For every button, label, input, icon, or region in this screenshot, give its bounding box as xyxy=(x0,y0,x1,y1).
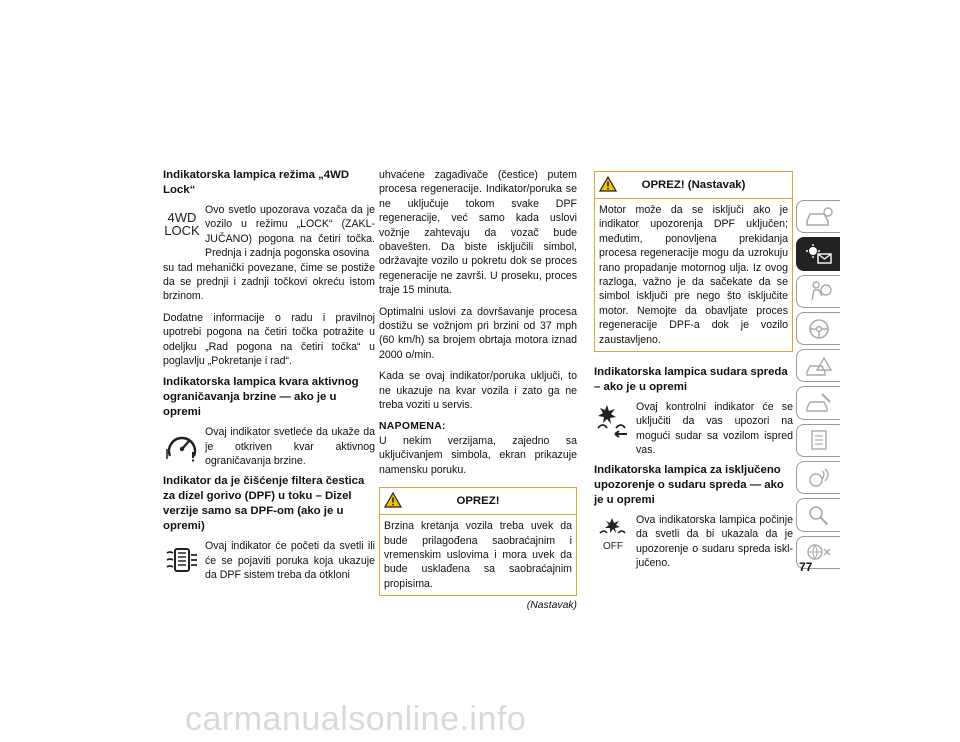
tab-index[interactable] xyxy=(796,498,840,531)
indicator-forward-collision-off xyxy=(594,513,793,571)
speed-limiter-text: Ovaj indikator svetleće da ukaže da je otkriven kvar aktivnog ograničavanja brzine. xyxy=(205,426,375,468)
forward-collision-text: Ovaj kontrolni indikator će se uključiti da vas upozori na mogući sudar sa vozilom ispred vas. xyxy=(636,401,793,457)
page-number: 77 xyxy=(799,560,813,574)
multimedia-icon xyxy=(804,467,834,489)
tab-multimedia[interactable] xyxy=(796,461,840,494)
note-body: U nekim verzijama, zajedno sa uključivanjem simbola, ekran prikazuje namensku poruku. xyxy=(379,434,577,476)
column-right xyxy=(594,168,793,575)
caution-header-continued xyxy=(595,172,792,199)
caution-title-continued: OPREZ! (Nastavak) xyxy=(641,179,746,191)
4wd-lock-icon xyxy=(163,205,201,243)
tab-driving[interactable] xyxy=(796,312,840,345)
note-heading: NAPOMENA: xyxy=(379,420,446,432)
dpf-regeneration-icon xyxy=(163,541,201,579)
heading-4wd-lock: Indikatorska lampica režima „4WD Lock“ xyxy=(163,169,350,196)
4wd-lock-text: Ovo svetlo upozorava vozača da je vozilo u režimu „LOCK“ (ZAKL-JUČANO) pogona na četiri točka. Prednja i zadnja pogonska osovina xyxy=(205,204,375,260)
car-info-icon xyxy=(804,206,834,228)
lock-label: LOCK xyxy=(164,223,200,238)
caution-header xyxy=(380,488,576,515)
warning-triangle-icon xyxy=(599,176,617,192)
warning-lights-message-icon xyxy=(804,243,834,265)
car-service-icon xyxy=(804,392,834,414)
indicator-dpf xyxy=(163,539,375,583)
column-left xyxy=(163,168,375,588)
heading-speed-limiter-fault: Indikatorska lampica kvara aktivnog ograničavanja brzine — ako je u opremi xyxy=(163,376,359,419)
maintenance-list-icon xyxy=(804,429,834,451)
caution-title: OPREZ! xyxy=(456,495,500,508)
heading-dpf-cleaning: Indikator da je čišćenje filtera čestica za dizel gorivo (DPF) u toku – Dizel verzije samo sa DPF-om (ako je u opremi) xyxy=(163,475,365,533)
tab-emergency[interactable] xyxy=(796,349,840,382)
column-middle xyxy=(379,168,577,614)
dpf-paragraph-3: Kada se ovaj indikator/poruka uključi, to ne ukazuje na kvar vozila i zato ga ne treba voziti u servis. xyxy=(379,370,577,412)
4wd-label: 4WD xyxy=(167,210,197,225)
steering-wheel-icon xyxy=(804,318,834,340)
airbag-safety-icon xyxy=(804,280,834,302)
dpf-text: Ovaj indikator će početi da svetli ili će se pojaviti poruka koja ukazuje da DPF sistem treba da otkloni xyxy=(205,540,375,582)
caution-body-continued: Motor može da se isključi ako je indikator upozorenja DPF uključen; međutim, ponovljena prekidanja procesa regeneracije mogu da uzrokuju rano propadanje motornog ulja. Iz ovog razloga, važno je da sačekate da se simbol isključi pre nego što isključite motor. Nemojte da obavljate proces regeneracije DPF-a dok je vozilo zaustavljeno. xyxy=(599,204,788,346)
tab-service[interactable] xyxy=(796,386,840,419)
dpf-paragraph-1: uhvaćene zagađivače (čestice) putem procesa regeneracije. Indikator/poruka se ne uključuje tokom svake DPF regeneracije, već samo kada uslovi vožnje zahtevaju da vozač bude obavešten. Da biste isključili simbol, održavajte vozilo u pokretu dok se proces regeneracije ne završi. U proseku, proces traje 15 minuta. xyxy=(379,169,577,297)
watermark: carmanualsonline.info xyxy=(185,700,527,738)
tab-car-info[interactable] xyxy=(796,200,840,233)
warning-triangle-icon xyxy=(384,492,402,508)
forward-collision-off-text: Ova indikatorska lampica počinje da svetli da bi ukazala da je upozorenje o sudaru spreda iskl-jučeno. xyxy=(636,513,793,569)
forward-collision-off-icon xyxy=(594,515,632,553)
forward-collision-icon xyxy=(594,402,632,440)
caution-box-continued xyxy=(594,171,793,352)
index-search-icon xyxy=(804,504,834,526)
caution-body: Brzina kretanja vozila treba uvek da bude prilagođena saobraćajnim i vremenskim uslovima i mora uvek da bude usklađena sa saobraćajnim propisima. xyxy=(384,520,572,590)
heading-forward-collision: Indikatorska lampica sudara spreda – ako je u opremi xyxy=(594,366,788,394)
speed-limiter-fault-icon xyxy=(163,427,201,465)
indicator-speed-limiter xyxy=(163,425,375,469)
4wd-info-paragraph: Dodatne informacije o radu i pravilnoj upotrebi pogona na četiri točka potražite u odeljku „Rad pogona na četiri točka“ u poglavlju „Pokretanje i rad“. xyxy=(163,311,375,368)
off-label: OFF xyxy=(603,540,623,552)
continued-label: (Nastavak) xyxy=(526,600,577,612)
tab-safety[interactable] xyxy=(796,275,840,308)
caution-box xyxy=(379,487,577,596)
tab-warning-lights[interactable] xyxy=(796,237,840,270)
indicator-forward-collision xyxy=(594,400,793,458)
chapter-tabs xyxy=(796,200,842,573)
4wd-lock-text-continued: su tad mehanički povezane, čime se postiže da se prednji i zadnji točkovi okreću istom brzinom. xyxy=(163,261,375,303)
indicator-4wd-lock xyxy=(163,203,375,261)
dpf-paragraph-2: Optimalni uslovi za dovršavanje procesa dostižu se vožnjom pri brzini od 37 mph (60 km/h) sa brojem obrtaja motora iznad 2000 o/min. xyxy=(379,305,577,361)
car-hazard-icon xyxy=(804,355,834,377)
heading-forward-collision-off: Indikatorska lampica za isključeno upozorenje o sudaru spreda — ako je u opremi xyxy=(594,463,784,506)
tab-maintenance[interactable] xyxy=(796,424,840,457)
